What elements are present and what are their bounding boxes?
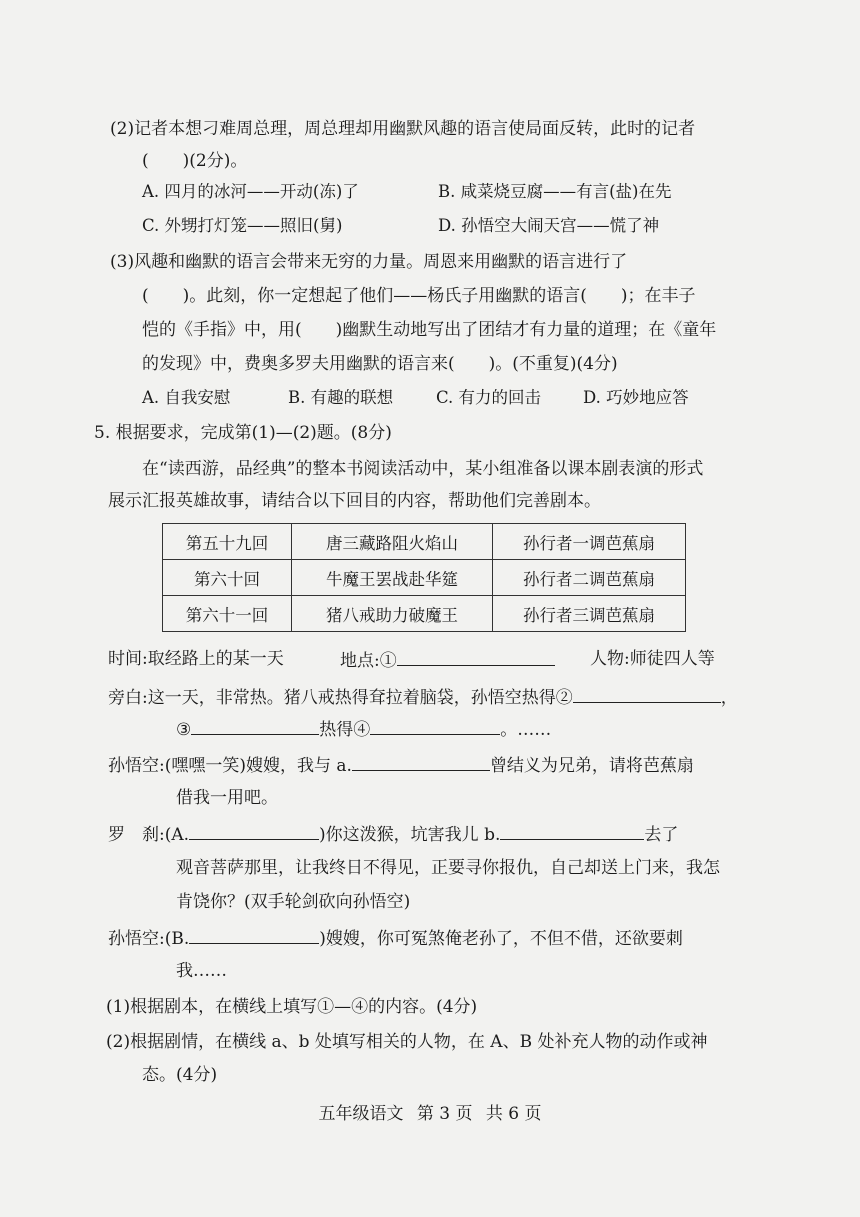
table-cell: 第五十九回 bbox=[163, 524, 292, 560]
q4-2-option-a: A. 四月的冰河——开动(冻)了 bbox=[142, 182, 359, 201]
blank-b[interactable] bbox=[500, 821, 644, 840]
blank-2[interactable] bbox=[573, 684, 721, 703]
table-row bbox=[163, 560, 686, 596]
table-cell: 孙行者一调芭蕉扇 bbox=[493, 524, 686, 560]
script-time: 时间:取经路上的某一天 bbox=[108, 649, 284, 669]
q4-3-stem-line2: ( )。此刻，你一定想起了他们——杨氏子用幽默的语言( )；在丰子 bbox=[142, 286, 696, 306]
table-cell: 第六十一回 bbox=[163, 596, 292, 632]
table-cell: 牛魔王罢战赴华筵 bbox=[292, 560, 493, 596]
script-wukong-line2: 借我一用吧。 bbox=[176, 788, 278, 808]
q5-heading: 5. 根据要求，完成第(1)—(2)题。(8分) bbox=[94, 423, 392, 443]
q4-3-option-b: B. 有趣的联想 bbox=[288, 388, 394, 407]
q5-intro-line2: 展示汇报英雄故事，请结合以下回目的内容，帮助他们完善剧本。 bbox=[108, 491, 601, 511]
script-aside-line1 bbox=[108, 684, 738, 710]
table-cell: 猪八戒助力破魔王 bbox=[292, 596, 493, 632]
q4-2-option-d: D. 孙悟空大闹天宫——慌了神 bbox=[438, 216, 660, 235]
script-wukong2-line1 bbox=[108, 925, 683, 951]
script-wukong-line1 bbox=[108, 752, 694, 778]
script-luocha-line1 bbox=[108, 821, 678, 847]
table-cell: 第六十回 bbox=[163, 560, 292, 596]
q5-sub-2-line2: 态。(4分) bbox=[142, 1065, 218, 1085]
aside-hot: 热得④ bbox=[319, 720, 371, 740]
place-label: 地点:① bbox=[340, 651, 397, 671]
blank-4[interactable] bbox=[370, 716, 500, 735]
q4-3-option-d: D. 巧妙地应答 bbox=[583, 388, 689, 407]
q5-sub-2-line1: (2)根据剧情，在横线 a、b 处填写相关的人物，在 A、B 处补充人物的动作或神 bbox=[106, 1032, 708, 1052]
blank-A[interactable] bbox=[189, 821, 319, 840]
page-footer bbox=[0, 1099, 860, 1124]
wukong-text-end: 曾结义为兄弟，请将芭蕉扇 bbox=[489, 756, 694, 776]
wukong-text: 孙悟空:(嘿嘿一笑)嫂嫂，我与 a. bbox=[108, 756, 352, 776]
table-row bbox=[163, 596, 686, 632]
script-wukong2-line2: 我…… bbox=[176, 961, 227, 981]
wukong2-text: )嫂嫂，你可冤煞俺老孙了，不但不借，还欲要刺 bbox=[319, 929, 683, 949]
footer-total: 共 6 页 bbox=[485, 1104, 542, 1124]
table-cell: 孙行者二调芭蕉扇 bbox=[493, 560, 686, 596]
script-luocha-line2: 观音菩萨那里，让我终日不得见，正要寻你报仇，自己却送上门来，我怎 bbox=[176, 858, 720, 878]
footer-page: 第 3 页 bbox=[416, 1104, 473, 1124]
q4-3-option-a: A. 自我安慰 bbox=[142, 388, 231, 407]
q4-3-option-c: C. 有力的回击 bbox=[436, 388, 542, 407]
q5-sub-1: (1)根据剧本，在横线上填写①—④的内容。(4分) bbox=[106, 997, 478, 1017]
q4-3-stem-line3: 恺的《手指》中，用( )幽默生动地写出了团结才有力量的道理；在《童年 bbox=[142, 320, 717, 340]
q4-2-option-b: B. 咸菜烧豆腐——有言(盐)在先 bbox=[438, 182, 672, 201]
q5-intro-line1: 在“读西游，品经典”的整本书阅读活动中，某小组准备以课本剧表演的形式 bbox=[142, 459, 704, 479]
aside-text: 旁白:这一天，非常热。猪八戒热得耷拉着脑袋，孙悟空热得② bbox=[108, 688, 573, 708]
blank-3[interactable] bbox=[191, 716, 319, 735]
luocha-text: )你这泼猴，坑害我儿 b. bbox=[319, 825, 501, 845]
aside-end: 。…… bbox=[500, 720, 552, 740]
aside-comma: ， bbox=[720, 688, 738, 708]
blank-1[interactable] bbox=[397, 647, 555, 666]
aside-mark-3: ③ bbox=[176, 720, 192, 740]
footer-grade: 五年级语文 bbox=[318, 1104, 404, 1124]
q4-2-stem: (2)记者本想刁难周总理，周总理却用幽默风趣的语言使局面反转，此时的记者 bbox=[110, 119, 696, 139]
blank-a[interactable] bbox=[352, 752, 490, 771]
q4-3-stem-line1: (3)风趣和幽默的语言会带来无穷的力量。周恩来用幽默的语言进行了 bbox=[110, 252, 628, 272]
blank-B[interactable] bbox=[189, 925, 319, 944]
script-luocha-line3: 肯饶你？(双手轮剑砍向孙悟空) bbox=[176, 892, 411, 912]
luocha-label: 罗 刹:(A. bbox=[108, 825, 190, 845]
chapter-table bbox=[162, 523, 686, 632]
table-row bbox=[163, 524, 686, 560]
q4-2-option-c: C. 外甥打灯笼——照旧(舅) bbox=[142, 216, 343, 235]
table-cell: 唐三藏路阻火焰山 bbox=[292, 524, 493, 560]
q4-2-answer-slot: ( )(2分)。 bbox=[142, 151, 248, 171]
luocha-text-end: 去了 bbox=[644, 825, 679, 845]
wukong2-label: 孙悟空:(B. bbox=[108, 929, 190, 949]
script-people: 人物:师徒四人等 bbox=[590, 649, 715, 669]
script-place bbox=[340, 647, 555, 673]
table-cell: 孙行者三调芭蕉扇 bbox=[493, 596, 686, 632]
q4-3-stem-line4: 的发现》中，费奥多罗夫用幽默的语言来( )。(不重复)(4分) bbox=[142, 354, 618, 374]
script-aside-line2 bbox=[176, 716, 551, 742]
